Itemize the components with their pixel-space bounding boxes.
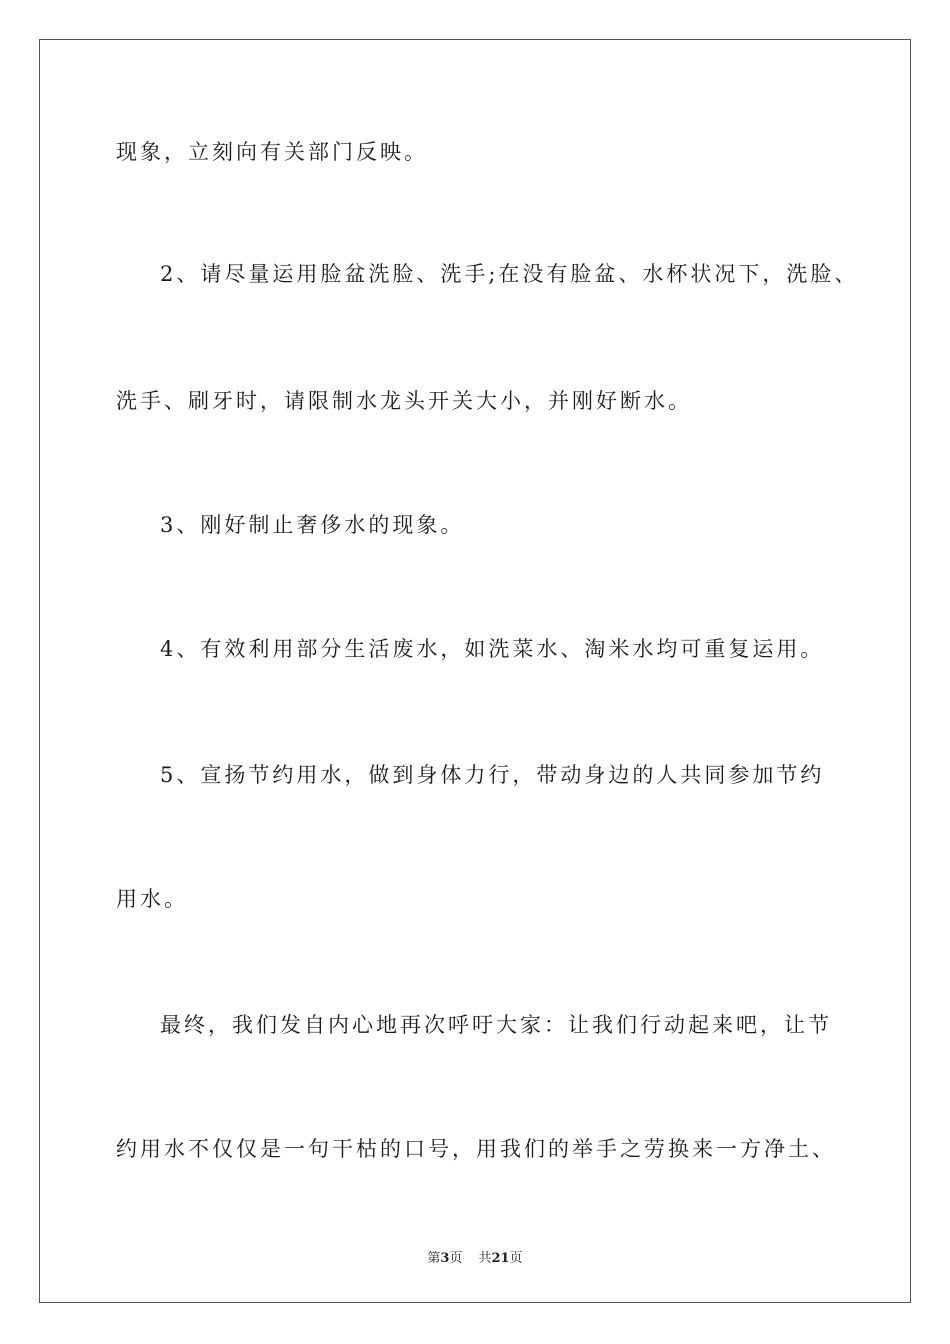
- list-item-5: 5、宣扬节约用水，做到身体力行，带动身边的人共同参加节约: [160, 763, 825, 787]
- body-text-line: 现象，立刻向有关部门反映。: [116, 140, 428, 164]
- total-pages: 21: [491, 1251, 510, 1266]
- page-number: 3: [440, 1251, 450, 1266]
- page-footer: [0, 1247, 950, 1266]
- total-prefix: 共: [478, 1251, 492, 1266]
- body-text-line: 约用水不仅仅是一句干枯的口号，用我们的举手之劳换来一方净土、: [116, 1137, 836, 1161]
- page-suffix: 页: [449, 1251, 463, 1266]
- closing-paragraph: 最终，我们发自内心地再次呼吁大家：让我们行动起来吧，让节: [160, 1013, 832, 1037]
- list-item-4: 4、有效利用部分生活废水，如洗菜水、淘米水均可重复运用。: [160, 637, 825, 661]
- page-prefix: 第: [427, 1251, 441, 1266]
- total-suffix: 页: [509, 1251, 523, 1266]
- body-text-line: 洗手、刷牙时，请限制水龙头开关大小，并刚好断水。: [116, 389, 692, 413]
- list-item-3: 3、刚好制止奢侈水的现象。: [160, 513, 465, 537]
- list-item-2: 2、请尽量运用脸盆洗脸、洗手;在没有脸盆、水杯状况下，洗脸、: [160, 262, 859, 286]
- page-frame: [39, 39, 911, 1303]
- body-text-line: 用水。: [116, 887, 188, 911]
